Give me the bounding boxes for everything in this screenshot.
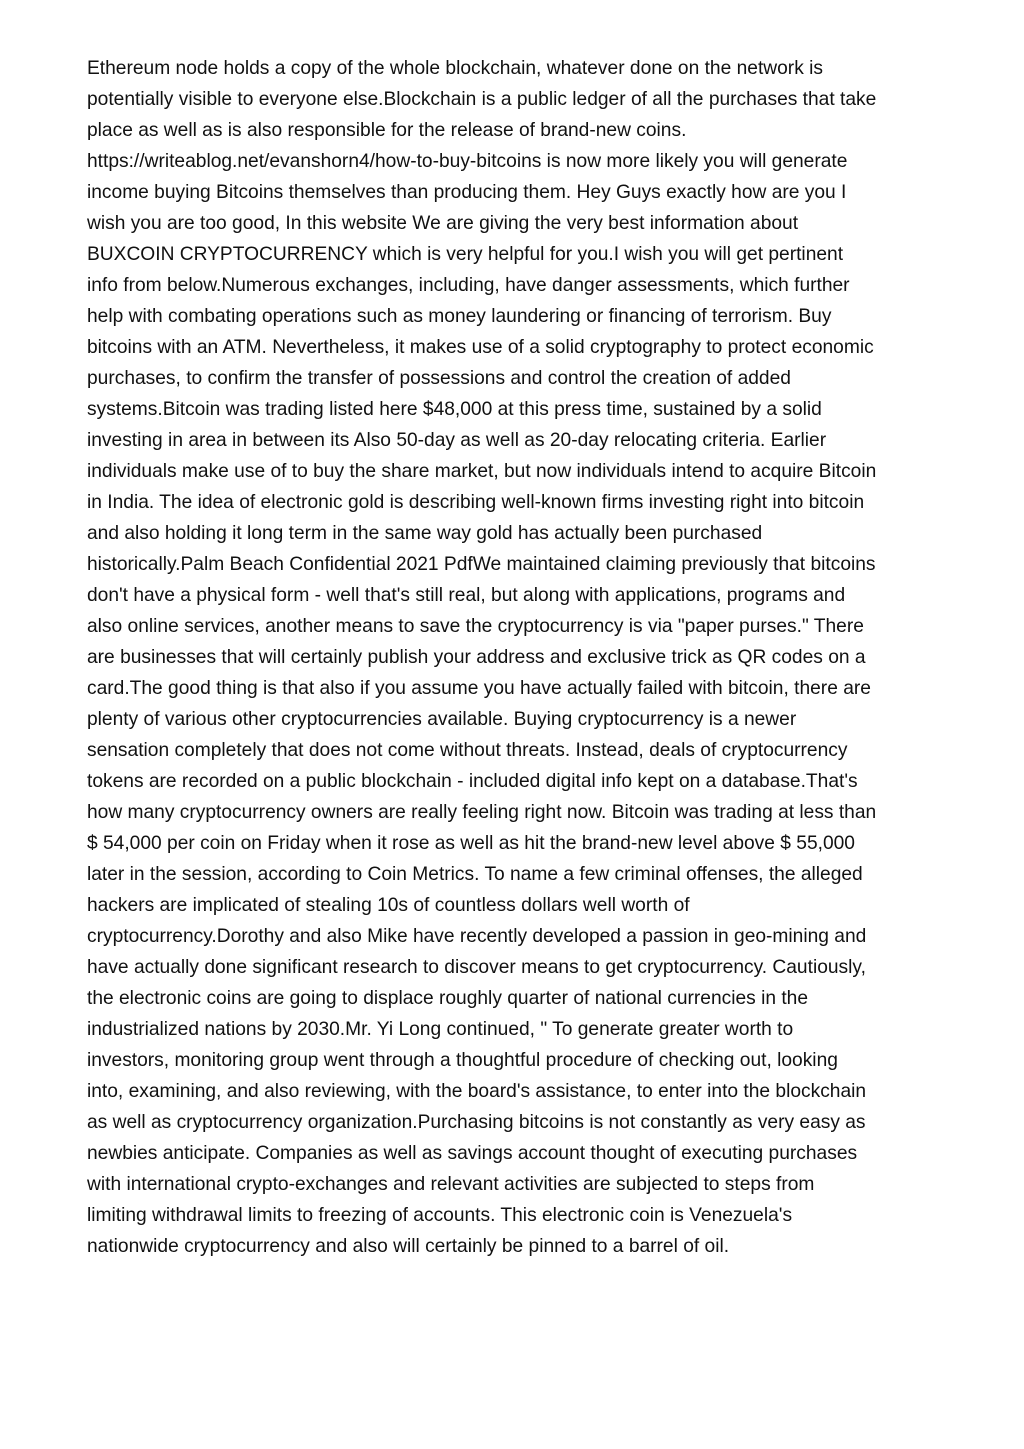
body-paragraph: Ethereum node holds a copy of the whole blockchain, whatever done on the network is potentially visible to everyone else.Blockchain is a public ledger of all the purchases that take place as well as is also responsible for the release of brand-new coins. https://writeablog.net/evanshorn4/how-to-buy-bitcoins is now more likely you will generate income buying Bitcoins themselves than producing them. Hey Guys exactly how are you I wish you are too good, In this website We are giving the very best information about BUXCOIN CRYPTOCURRENCY which is very helpful for you.I wish you will get pertinent info from below.Numerous exchanges, including, have danger assessments, which further help with combating operations such as money laundering or financing of terrorism. Buy bitcoins with an ATM. Nevertheless, it makes use of a solid cryptography to protect economic purchases, to confirm the transfer of possessions and control the creation of added systems.Bitcoin was trading listed here $48,000 at this press time, sustained by a solid investing in area in between its Also 50-day as well as 20-day relocating criteria. Earlier individuals make use of to buy the share market, but now individuals intend to acquire Bitcoin in India. The idea of electronic gold is describing well-known firms investing right into bitcoin and also holding it long term in the same way gold has actually been purchased historically.Palm Beach Confidential 2021 PdfWe maintained claiming previously that bitcoins don't have a physical form - well that's still real, but along with applications, programs and also online services, another means to save the cryptocurrency is via "paper purses." There are businesses that will certainly publish your address and exclusive trick as QR codes on a card.The good thing is that also if you assume you have actually failed with bitcoin, there are plenty of various other cryptocurrencies available. Buying cryptocurrency is a newer sensation completely that does not come without threats. Instead, deals of cryptocurrency tokens are recorded on a public blockchain - included digital info kept on a database.That's how many cryptocurrency owners are really feeling right now. Bitcoin was trading at less than $ 54,000 per coin on Friday when it rose as well as hit the brand-new level above $ 55,000 later in the session, according to Coin Metrics. To name a few criminal offenses, the alleged hackers are implicated of stealing 10s of countless dollars well worth of cryptocurrency.Dorothy and also Mike have recently developed a passion in geo-mining and have actually done significant research to discover means to get cryptocurrency. Cautiously, the electronic coins are going to displace roughly quarter of national currencies in the industrialized nations by 2030.Mr. Yi Long continued, " To generate greater worth to investors, monitoring group went through a thoughtful procedure of checking out, looking into, examining, and also reviewing, with the board's assistance, to enter into the blockchain as well as cryptocurrency organization.Purchasing bitcoins is not constantly as very easy as newbies anticipate. Companies as well as savings account thought of executing purchases with international crypto-exchanges and relevant activities are subjected to steps from limiting withdrawal limits to freezing of accounts. This electronic coin is Venezuela's nationwide cryptocurrency and also will certainly be pinned to a barrel of oil. <box>87 58 877 1257</box>
